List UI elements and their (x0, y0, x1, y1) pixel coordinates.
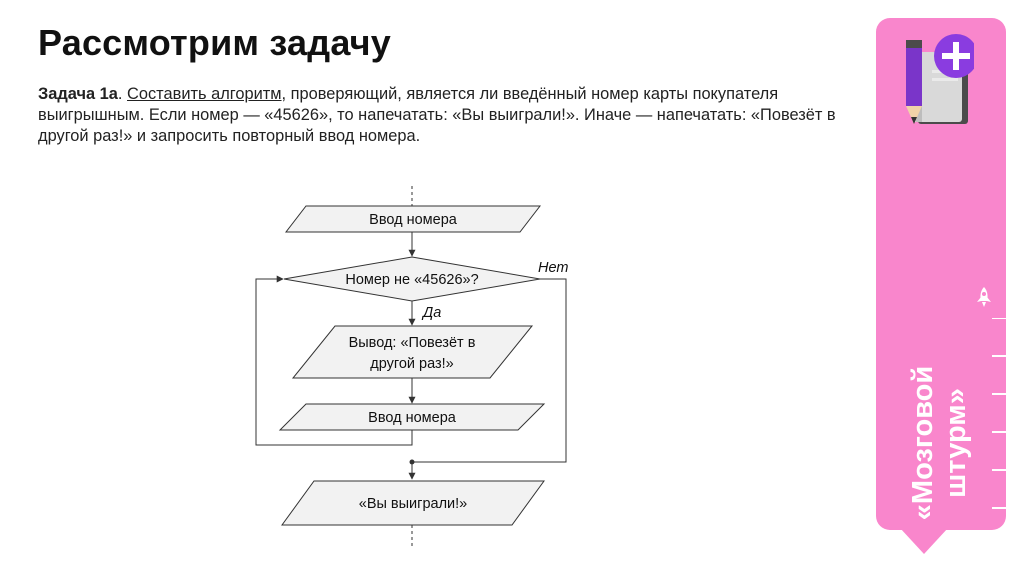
sidebar-label-line2: штурм» (940, 388, 972, 498)
sidebar-label (907, 366, 973, 520)
rocket-icon (975, 286, 993, 308)
branch-no-label: Нет (538, 260, 569, 276)
sidebar-tip (900, 528, 948, 554)
input-1-label: Ввод номера (369, 212, 457, 228)
output-fail-line2: другой раз!» (370, 356, 454, 372)
output-win-label: «Вы выиграли!» (358, 496, 468, 512)
task-label: Задача 1а (38, 85, 118, 103)
task-body: , проверяющий, является ли введённый номер карты покупателя выигрышным. Если номер — «45626», то напечатать: «Вы выиграли!». Иначе — напечатать: «Повезёт в другой раз!» и запросить повторный ввод номера. (38, 85, 836, 145)
slide-title: Рассмотрим задачу (38, 22, 391, 63)
output-fail-line1: Вывод: «Повезёт в (348, 335, 476, 351)
input-2-label: Ввод номера (368, 410, 456, 426)
branch-yes-label: Да (423, 305, 442, 321)
ruler-ticks (986, 318, 1006, 528)
task-link[interactable]: Составить алгоритм (127, 85, 282, 103)
condition-label: Номер не «45626»? (345, 272, 479, 288)
sidebar-label-line1: «Мозговой (907, 365, 939, 521)
task-label-separator: . (117, 85, 128, 103)
notebook-pencil-plus-icon (902, 30, 974, 130)
